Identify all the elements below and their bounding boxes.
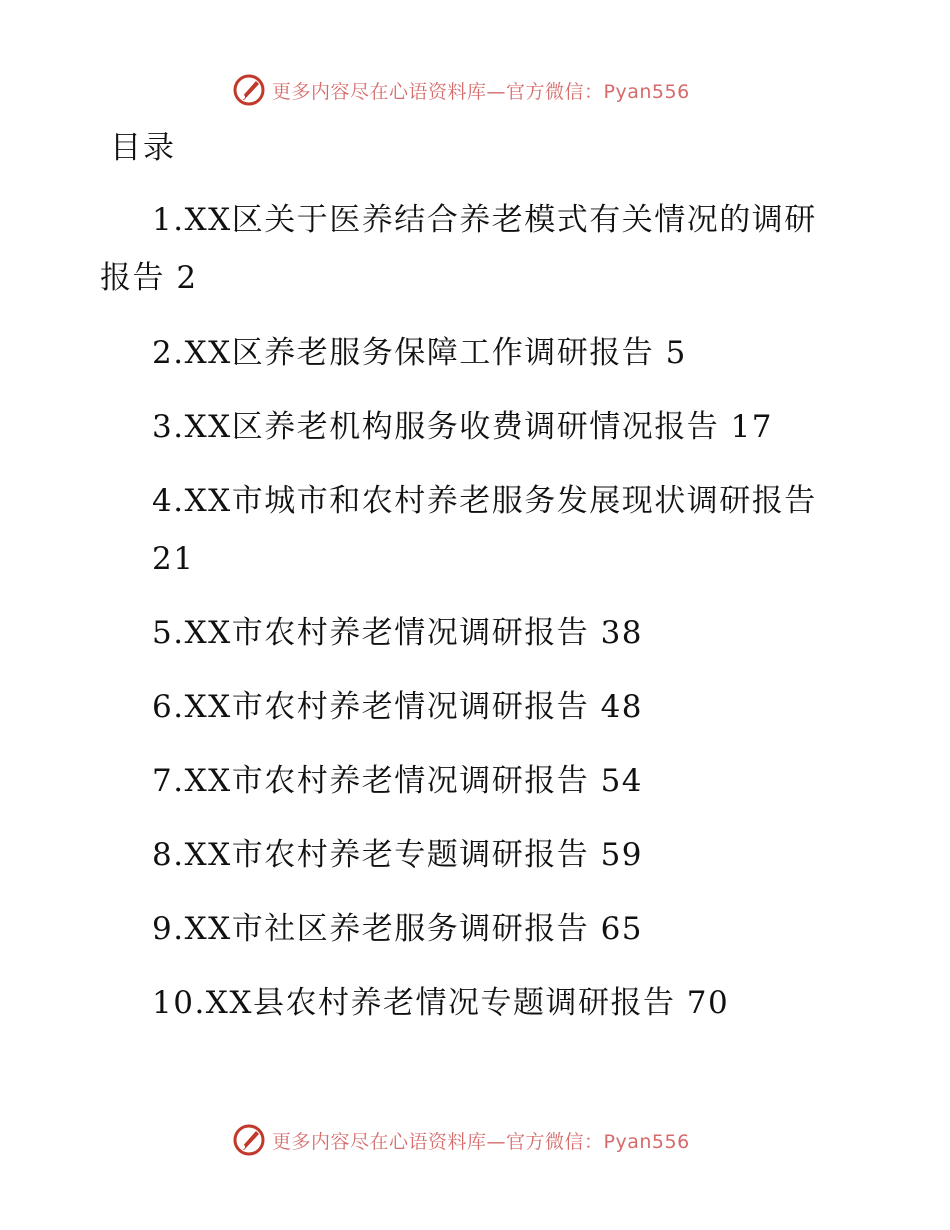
toc-entry-5: 5.XX市农村养老情况调研报告 38: [152, 615, 644, 651]
pen-seal-icon: [232, 1123, 266, 1157]
toc-entry-8: 8.XX市农村养老专题调研报告 59: [152, 837, 644, 873]
toc-entry-7: 7.XX市农村养老情况调研报告 54: [152, 763, 644, 799]
toc-entry-9: 9.XX市社区养老服务调研报告 65: [152, 911, 644, 947]
toc-entry-1-continued: 报告 2: [100, 260, 198, 296]
toc-entry-10: 10.XX县农村养老情况专题调研报告 70: [152, 985, 730, 1021]
watermark-header: [232, 70, 690, 110]
toc-entry-1: 1.XX区关于医养结合养老模式有关情况的调研: [152, 202, 817, 238]
pen-seal-icon: [232, 73, 266, 107]
toc-entry-6: 6.XX市农村养老情况调研报告 48: [152, 689, 644, 725]
toc-entry-4-continued: 21: [152, 541, 195, 577]
watermark-footer: [232, 1120, 690, 1160]
toc-entry-4: 4.XX市城市和农村养老服务发展现状调研报告: [152, 483, 817, 519]
watermark-text: 更多内容尽在心语资料库—官方微信：Pyan556: [272, 80, 690, 103]
toc-title: 目录: [110, 130, 176, 166]
toc-entry-2: 2.XX区养老服务保障工作调研报告 5: [152, 335, 687, 371]
watermark-text: 更多内容尽在心语资料库—官方微信：Pyan556: [272, 1130, 690, 1153]
toc-entry-3: 3.XX区养老机构服务收费调研情况报告 17: [152, 409, 774, 445]
